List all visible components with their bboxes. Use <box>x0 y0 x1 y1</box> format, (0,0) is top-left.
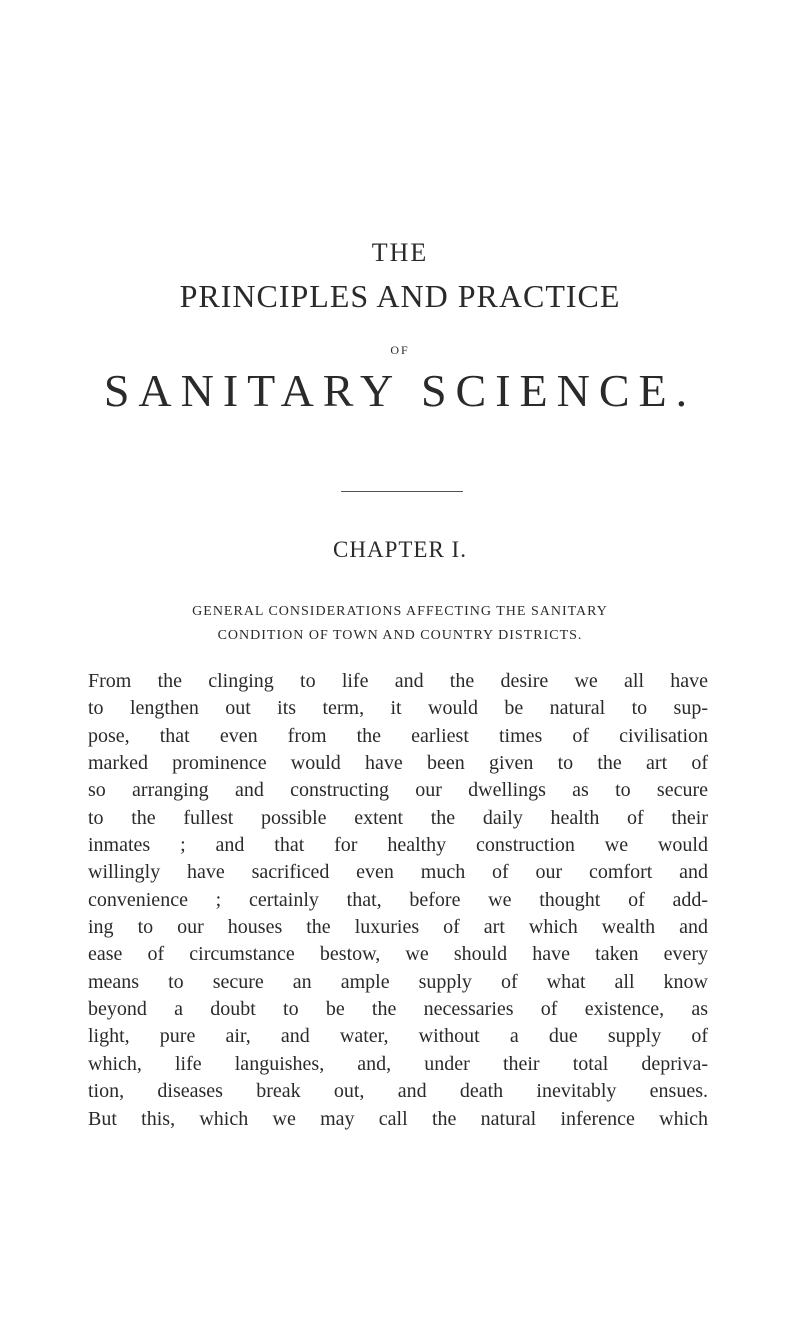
body-line: convenience ; certainly that, before we thought of add- <box>88 888 708 911</box>
title-of: OF <box>390 343 410 357</box>
body-line: so arranging and constructing our dwellings as to secure <box>88 779 708 802</box>
body-line: But this, which we may call the natural inference which <box>88 1107 708 1130</box>
body-line: light, pure air, and water, without a due supply of <box>88 1025 708 1048</box>
body-line: which, life languishes, and, under their total depriva- <box>88 1052 708 1075</box>
title-the: THE <box>371 238 429 267</box>
chapter-heading-line-1: GENERAL CONSIDERATIONS AFFECTING THE SANITARY <box>192 604 608 619</box>
body-line: From the clinging to life and the desire we all have <box>88 670 708 692</box>
body-line: to the fullest possible extent the daily health of their <box>88 806 708 829</box>
chapter-heading-line-2: CONDITION OF TOWN AND COUNTRY DISTRICTS. <box>217 628 583 643</box>
body-line: marked prominence would have been given to the art of <box>88 752 708 775</box>
body-line: means to secure an ample supply of what all know <box>88 970 708 993</box>
body-paragraph <box>88 668 708 1133</box>
body-line: willingly have sacrificed even much of our comfort and <box>88 861 708 884</box>
title-divider-rule <box>341 491 463 492</box>
title-sanitary-science: SANITARY SCIENCE. <box>103 365 697 416</box>
body-line: beyond a doubt to be the necessaries of existence, as <box>88 998 708 1021</box>
body-line: ing to our houses the luxuries of art which wealth and <box>88 916 708 939</box>
body-line: ease of circumstance bestow, we should have taken every <box>88 943 708 966</box>
body-line: inmates ; and that for healthy construction we would <box>88 834 708 857</box>
chapter-heading <box>0 600 800 648</box>
title-principles-and-practice: PRINCIPLES AND PRACTICE <box>179 278 621 314</box>
chapter-number: CHAPTER I. <box>333 537 467 562</box>
body-line: tion, diseases break out, and death inevitably ensues. <box>88 1080 708 1103</box>
body-line: pose, that even from the earliest times of civilisation <box>88 724 708 747</box>
body-line: to lengthen out its term, it would be natural to sup- <box>88 697 708 720</box>
